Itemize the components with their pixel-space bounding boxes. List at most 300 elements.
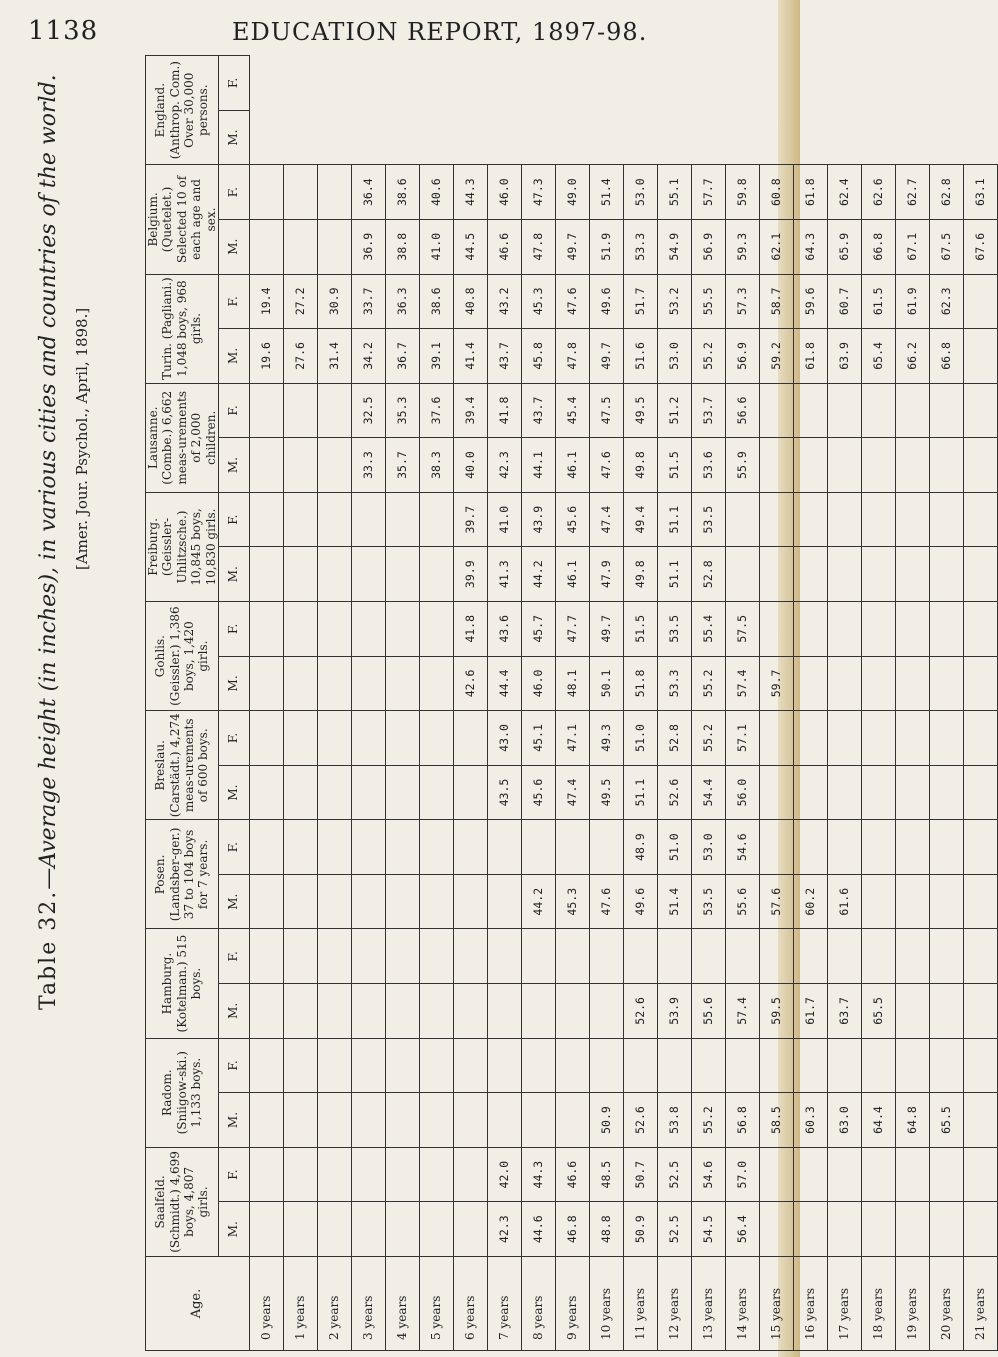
height-cell: 55.1 bbox=[657, 165, 691, 220]
height-cell bbox=[793, 765, 827, 820]
height-cell bbox=[419, 1202, 453, 1257]
height-cell: 53.0 bbox=[623, 165, 657, 220]
height-cell: 65.9 bbox=[827, 219, 861, 274]
height-cell bbox=[963, 874, 997, 929]
table-row bbox=[419, 56, 453, 1351]
female-column-header: F. bbox=[218, 820, 249, 875]
table-row bbox=[759, 56, 793, 1351]
female-column-header: F. bbox=[218, 1147, 249, 1202]
height-cell bbox=[827, 711, 861, 766]
height-cell bbox=[725, 492, 759, 547]
height-cell bbox=[963, 438, 997, 493]
height-cell bbox=[861, 656, 895, 711]
height-cell: 62.1 bbox=[759, 219, 793, 274]
height-cell bbox=[895, 1038, 929, 1093]
height-cell bbox=[555, 984, 589, 1039]
height-cell bbox=[317, 383, 351, 438]
height-cell: 59.6 bbox=[793, 274, 827, 329]
height-cell: 47.6 bbox=[555, 274, 589, 329]
male-column-header: M. bbox=[218, 438, 249, 493]
height-cell: 64.4 bbox=[861, 1093, 895, 1148]
height-cell: 50.1 bbox=[589, 656, 623, 711]
height-cell bbox=[861, 492, 895, 547]
table-row bbox=[385, 56, 419, 1351]
height-cell: 33.3 bbox=[351, 438, 385, 493]
height-cell bbox=[793, 1038, 827, 1093]
height-cell bbox=[453, 984, 487, 1039]
female-column-header: F. bbox=[218, 274, 249, 329]
height-cell bbox=[827, 602, 861, 657]
height-cell: 53.8 bbox=[657, 1093, 691, 1148]
height-cell bbox=[861, 438, 895, 493]
height-cell: 51.0 bbox=[657, 820, 691, 875]
age-cell: 4 years bbox=[385, 1257, 419, 1351]
age-cell: 12 years bbox=[657, 1257, 691, 1351]
height-cell bbox=[487, 1093, 521, 1148]
height-cell: 41.3 bbox=[487, 547, 521, 602]
height-cell bbox=[351, 1038, 385, 1093]
height-cell bbox=[555, 1093, 589, 1148]
height-cell: 30.9 bbox=[317, 274, 351, 329]
height-cell: 53.5 bbox=[691, 874, 725, 929]
height-cell bbox=[419, 602, 453, 657]
height-cell: 38.6 bbox=[419, 274, 453, 329]
height-cell bbox=[487, 984, 521, 1039]
height-cell: 49.7 bbox=[589, 602, 623, 657]
table-row bbox=[555, 56, 589, 1351]
age-cell: 3 years bbox=[351, 1257, 385, 1351]
table-row bbox=[691, 56, 725, 1351]
height-cell: 44.3 bbox=[453, 165, 487, 220]
height-cell bbox=[895, 765, 929, 820]
height-cell: 51.9 bbox=[589, 219, 623, 274]
height-cell: 49.3 bbox=[589, 711, 623, 766]
height-cell bbox=[895, 438, 929, 493]
height-cell bbox=[453, 765, 487, 820]
height-cell: 52.5 bbox=[657, 1202, 691, 1257]
height-cell bbox=[283, 765, 317, 820]
height-cell: 46.8 bbox=[555, 1202, 589, 1257]
height-cell: 27.6 bbox=[283, 329, 317, 384]
height-cell bbox=[249, 711, 283, 766]
height-cell bbox=[249, 929, 283, 984]
height-cell bbox=[249, 820, 283, 875]
height-cell bbox=[861, 547, 895, 602]
height-cell: 47.4 bbox=[555, 765, 589, 820]
table-row bbox=[929, 56, 963, 1351]
height-cell: 45.7 bbox=[521, 602, 555, 657]
height-cell bbox=[385, 1093, 419, 1148]
female-column-header: F. bbox=[218, 165, 249, 220]
height-cell bbox=[317, 874, 351, 929]
male-column-header: M. bbox=[218, 1202, 249, 1257]
height-cell: 65.5 bbox=[929, 1093, 963, 1148]
height-cell bbox=[351, 547, 385, 602]
height-cell bbox=[419, 711, 453, 766]
height-cell: 48.9 bbox=[623, 820, 657, 875]
height-cell bbox=[963, 274, 997, 329]
height-cell: 46.1 bbox=[555, 547, 589, 602]
table-label: Table 32. bbox=[36, 889, 61, 1010]
height-cell: 53.0 bbox=[657, 329, 691, 384]
height-cell: 43.6 bbox=[487, 602, 521, 657]
height-cell bbox=[317, 1147, 351, 1202]
height-cell bbox=[861, 1038, 895, 1093]
height-cell bbox=[521, 1093, 555, 1148]
height-cell: 55.2 bbox=[691, 1093, 725, 1148]
height-cell bbox=[759, 765, 793, 820]
height-cell bbox=[759, 383, 793, 438]
height-cell bbox=[419, 1147, 453, 1202]
height-cell bbox=[419, 547, 453, 602]
height-cell: 51.8 bbox=[623, 656, 657, 711]
height-cell: 67.1 bbox=[895, 219, 929, 274]
height-cell bbox=[385, 820, 419, 875]
height-cell bbox=[827, 438, 861, 493]
height-cell: 63.9 bbox=[827, 329, 861, 384]
height-cell: 46.0 bbox=[521, 656, 555, 711]
height-cell: 57.1 bbox=[725, 711, 759, 766]
height-cell bbox=[963, 1147, 997, 1202]
height-cell bbox=[657, 1038, 691, 1093]
age-cell: 17 years bbox=[827, 1257, 861, 1351]
height-cell bbox=[861, 929, 895, 984]
height-cell bbox=[589, 1038, 623, 1093]
height-cell bbox=[487, 1038, 521, 1093]
height-cell: 53.5 bbox=[691, 492, 725, 547]
height-cell: 50.9 bbox=[589, 1093, 623, 1148]
height-cell: 52.6 bbox=[657, 765, 691, 820]
height-cell: 45.3 bbox=[521, 274, 555, 329]
height-cell: 45.3 bbox=[555, 874, 589, 929]
height-cell bbox=[623, 929, 657, 984]
age-cell: 6 years bbox=[453, 1257, 487, 1351]
height-cell: 49.6 bbox=[623, 874, 657, 929]
height-cell: 41.8 bbox=[487, 383, 521, 438]
height-cell bbox=[895, 984, 929, 1039]
age-cell: 10 years bbox=[589, 1257, 623, 1351]
height-cell bbox=[351, 1093, 385, 1148]
height-cell: 55.2 bbox=[691, 711, 725, 766]
height-cell bbox=[793, 656, 827, 711]
height-cell bbox=[317, 602, 351, 657]
height-cell bbox=[317, 656, 351, 711]
height-cell: 43.7 bbox=[487, 329, 521, 384]
height-cell: 56.9 bbox=[725, 329, 759, 384]
height-cell bbox=[929, 383, 963, 438]
age-cell: 21 years bbox=[963, 1257, 997, 1351]
table-row bbox=[623, 56, 657, 1351]
height-cell bbox=[317, 929, 351, 984]
height-cell bbox=[827, 929, 861, 984]
height-cell bbox=[929, 874, 963, 929]
height-cell bbox=[317, 984, 351, 1039]
table-row bbox=[963, 56, 997, 1351]
height-cell bbox=[793, 929, 827, 984]
height-cell bbox=[725, 547, 759, 602]
height-cell: 52.6 bbox=[623, 1093, 657, 1148]
height-cell: 51.4 bbox=[657, 874, 691, 929]
height-cell: 62.8 bbox=[929, 165, 963, 220]
height-cell: 44.5 bbox=[453, 219, 487, 274]
height-cell: 57.6 bbox=[759, 874, 793, 929]
height-cell bbox=[521, 929, 555, 984]
age-cell: 13 years bbox=[691, 1257, 725, 1351]
height-cell bbox=[317, 1038, 351, 1093]
height-cell bbox=[249, 1093, 283, 1148]
height-cell bbox=[283, 438, 317, 493]
height-cell bbox=[249, 492, 283, 547]
height-cell: 60.7 bbox=[827, 274, 861, 329]
height-cell bbox=[351, 602, 385, 657]
height-cell bbox=[283, 383, 317, 438]
height-cell: 55.6 bbox=[725, 874, 759, 929]
height-cell: 51.6 bbox=[623, 329, 657, 384]
height-cell: 53.7 bbox=[691, 383, 725, 438]
height-cell bbox=[759, 492, 793, 547]
height-cell bbox=[759, 820, 793, 875]
height-cell: 46.0 bbox=[487, 165, 521, 220]
height-cell bbox=[589, 820, 623, 875]
height-cell bbox=[487, 929, 521, 984]
age-cell: 19 years bbox=[895, 1257, 929, 1351]
height-cell: 58.5 bbox=[759, 1093, 793, 1148]
table-row bbox=[657, 56, 691, 1351]
table-caption bbox=[36, 50, 91, 1010]
height-cell bbox=[351, 820, 385, 875]
height-cell bbox=[827, 820, 861, 875]
age-cell: 8 years bbox=[521, 1257, 555, 1351]
height-cell bbox=[657, 929, 691, 984]
height-cell: 60.2 bbox=[793, 874, 827, 929]
height-cell: 39.9 bbox=[453, 547, 487, 602]
height-cell: 51.1 bbox=[657, 547, 691, 602]
height-cell: 53.5 bbox=[657, 602, 691, 657]
female-column-header: F. bbox=[218, 929, 249, 984]
height-cell: 48.8 bbox=[589, 1202, 623, 1257]
height-cell: 37.6 bbox=[419, 383, 453, 438]
table-row bbox=[453, 56, 487, 1351]
height-cell bbox=[793, 383, 827, 438]
height-cell bbox=[827, 1038, 861, 1093]
height-cell bbox=[963, 711, 997, 766]
height-cell: 62.6 bbox=[861, 165, 895, 220]
height-cell: 46.6 bbox=[555, 1147, 589, 1202]
table-row bbox=[283, 56, 317, 1351]
height-cell: 53.3 bbox=[657, 656, 691, 711]
height-cell bbox=[385, 874, 419, 929]
height-cell: 61.8 bbox=[793, 329, 827, 384]
age-cell: 11 years bbox=[623, 1257, 657, 1351]
height-cell: 54.5 bbox=[691, 1202, 725, 1257]
age-cell: 20 years bbox=[929, 1257, 963, 1351]
female-column-header: F. bbox=[218, 383, 249, 438]
height-cell bbox=[249, 438, 283, 493]
height-cell bbox=[759, 602, 793, 657]
height-cell: 66.2 bbox=[895, 329, 929, 384]
male-column-header: M. bbox=[218, 329, 249, 384]
table-row bbox=[861, 56, 895, 1351]
height-cell bbox=[793, 438, 827, 493]
table-body bbox=[249, 56, 997, 1351]
height-cell: 52.8 bbox=[691, 547, 725, 602]
height-cell bbox=[929, 438, 963, 493]
height-cell bbox=[419, 929, 453, 984]
height-cell: 47.5 bbox=[589, 383, 623, 438]
height-cell bbox=[963, 602, 997, 657]
height-cell: 40.6 bbox=[419, 165, 453, 220]
height-cell: 56.6 bbox=[725, 383, 759, 438]
height-cell bbox=[351, 874, 385, 929]
height-cell bbox=[555, 1038, 589, 1093]
height-cell bbox=[793, 1202, 827, 1257]
group-header: Lausanne. (Combe.) 6,662 meas-urements of 2,000 children. bbox=[146, 383, 219, 492]
height-cell: 31.4 bbox=[317, 329, 351, 384]
height-cell: 41.4 bbox=[453, 329, 487, 384]
group-header: Turin. (Pagliani.) 1,048 boys, 968 girls. bbox=[146, 274, 219, 383]
height-cell bbox=[317, 765, 351, 820]
height-cell: 51.4 bbox=[589, 165, 623, 220]
height-cell bbox=[963, 1202, 997, 1257]
height-cell bbox=[895, 602, 929, 657]
female-column-header: F. bbox=[218, 1038, 249, 1093]
table-row bbox=[351, 56, 385, 1351]
table-row bbox=[589, 56, 623, 1351]
height-cell: 47.6 bbox=[589, 438, 623, 493]
height-cell bbox=[249, 383, 283, 438]
height-cell bbox=[317, 1202, 351, 1257]
sex-header-row bbox=[218, 56, 249, 1351]
height-cell bbox=[351, 765, 385, 820]
height-cell: 66.8 bbox=[861, 219, 895, 274]
height-cell: 36.9 bbox=[351, 219, 385, 274]
height-cell bbox=[589, 929, 623, 984]
height-cell bbox=[385, 1147, 419, 1202]
height-cell bbox=[419, 656, 453, 711]
height-table bbox=[145, 55, 998, 1351]
height-cell: 58.7 bbox=[759, 274, 793, 329]
height-cell bbox=[385, 602, 419, 657]
height-cell bbox=[283, 1093, 317, 1148]
height-cell bbox=[453, 1093, 487, 1148]
height-cell bbox=[249, 547, 283, 602]
height-cell bbox=[963, 383, 997, 438]
height-cell: 51.7 bbox=[623, 274, 657, 329]
height-cell bbox=[861, 711, 895, 766]
height-cell bbox=[453, 929, 487, 984]
height-cell: 19.4 bbox=[249, 274, 283, 329]
height-cell: 63.0 bbox=[827, 1093, 861, 1148]
height-cell bbox=[861, 602, 895, 657]
height-cell bbox=[419, 765, 453, 820]
height-cell bbox=[725, 929, 759, 984]
height-cell: 47.8 bbox=[555, 329, 589, 384]
height-cell: 42.6 bbox=[453, 656, 487, 711]
height-cell: 38.8 bbox=[385, 219, 419, 274]
height-cell bbox=[827, 656, 861, 711]
height-cell: 52.6 bbox=[623, 984, 657, 1039]
height-cell bbox=[521, 820, 555, 875]
height-cell: 57.0 bbox=[725, 1147, 759, 1202]
height-cell bbox=[249, 984, 283, 1039]
group-header-row bbox=[146, 56, 219, 1351]
height-cell bbox=[249, 874, 283, 929]
age-cell: 16 years bbox=[793, 1257, 827, 1351]
height-cell: 55.2 bbox=[691, 329, 725, 384]
height-cell bbox=[861, 1147, 895, 1202]
height-cell bbox=[929, 984, 963, 1039]
height-cell: 51.5 bbox=[657, 438, 691, 493]
height-cell bbox=[283, 547, 317, 602]
height-cell bbox=[895, 492, 929, 547]
male-column-header: M. bbox=[218, 984, 249, 1039]
table-source: [Amer. Jour. Psychol., April, 1898.] bbox=[73, 307, 91, 570]
height-cell: 51.1 bbox=[623, 765, 657, 820]
height-cell bbox=[453, 1202, 487, 1257]
height-cell: 39.4 bbox=[453, 383, 487, 438]
table-row bbox=[827, 56, 861, 1351]
age-cell: 9 years bbox=[555, 1257, 589, 1351]
page-number: 1138 bbox=[28, 16, 99, 46]
table-row bbox=[249, 56, 283, 1351]
group-header: Hamburg. (Kotelman.) 515 boys. bbox=[146, 929, 219, 1038]
height-cell: 19.6 bbox=[249, 329, 283, 384]
height-cell bbox=[283, 1202, 317, 1257]
height-cell bbox=[351, 929, 385, 984]
height-cell: 27.2 bbox=[283, 274, 317, 329]
table-row bbox=[793, 56, 827, 1351]
height-cell bbox=[759, 1147, 793, 1202]
height-cell: 46.1 bbox=[555, 438, 589, 493]
height-cell bbox=[861, 820, 895, 875]
height-cell: 56.8 bbox=[725, 1093, 759, 1148]
height-cell: 62.3 bbox=[929, 274, 963, 329]
height-cell: 35.7 bbox=[385, 438, 419, 493]
height-cell: 47.4 bbox=[589, 492, 623, 547]
height-cell: 44.4 bbox=[487, 656, 521, 711]
height-cell: 57.4 bbox=[725, 984, 759, 1039]
height-cell bbox=[929, 929, 963, 984]
height-cell bbox=[283, 820, 317, 875]
height-cell: 39.7 bbox=[453, 492, 487, 547]
male-column-header: M. bbox=[218, 656, 249, 711]
height-cell bbox=[861, 874, 895, 929]
height-cell: 47.6 bbox=[589, 874, 623, 929]
height-cell bbox=[963, 329, 997, 384]
height-cell: 45.8 bbox=[521, 329, 555, 384]
table-row bbox=[317, 56, 351, 1351]
height-cell bbox=[929, 656, 963, 711]
height-cell bbox=[249, 765, 283, 820]
height-cell bbox=[453, 820, 487, 875]
height-cell: 47.9 bbox=[589, 547, 623, 602]
height-cell: 62.7 bbox=[895, 165, 929, 220]
height-cell: 61.8 bbox=[793, 165, 827, 220]
height-cell: 51.5 bbox=[623, 602, 657, 657]
height-cell bbox=[419, 1038, 453, 1093]
height-cell: 44.2 bbox=[521, 874, 555, 929]
height-cell: 60.8 bbox=[759, 165, 793, 220]
height-cell bbox=[453, 1038, 487, 1093]
height-cell bbox=[793, 602, 827, 657]
group-header: Gohlis. (Geissler.) 1,386 boys, 1,420 girls. bbox=[146, 602, 219, 711]
height-cell: 50.9 bbox=[623, 1202, 657, 1257]
height-cell: 67.5 bbox=[929, 219, 963, 274]
height-cell bbox=[827, 383, 861, 438]
table-row bbox=[725, 56, 759, 1351]
height-cell bbox=[419, 874, 453, 929]
height-cell bbox=[793, 711, 827, 766]
